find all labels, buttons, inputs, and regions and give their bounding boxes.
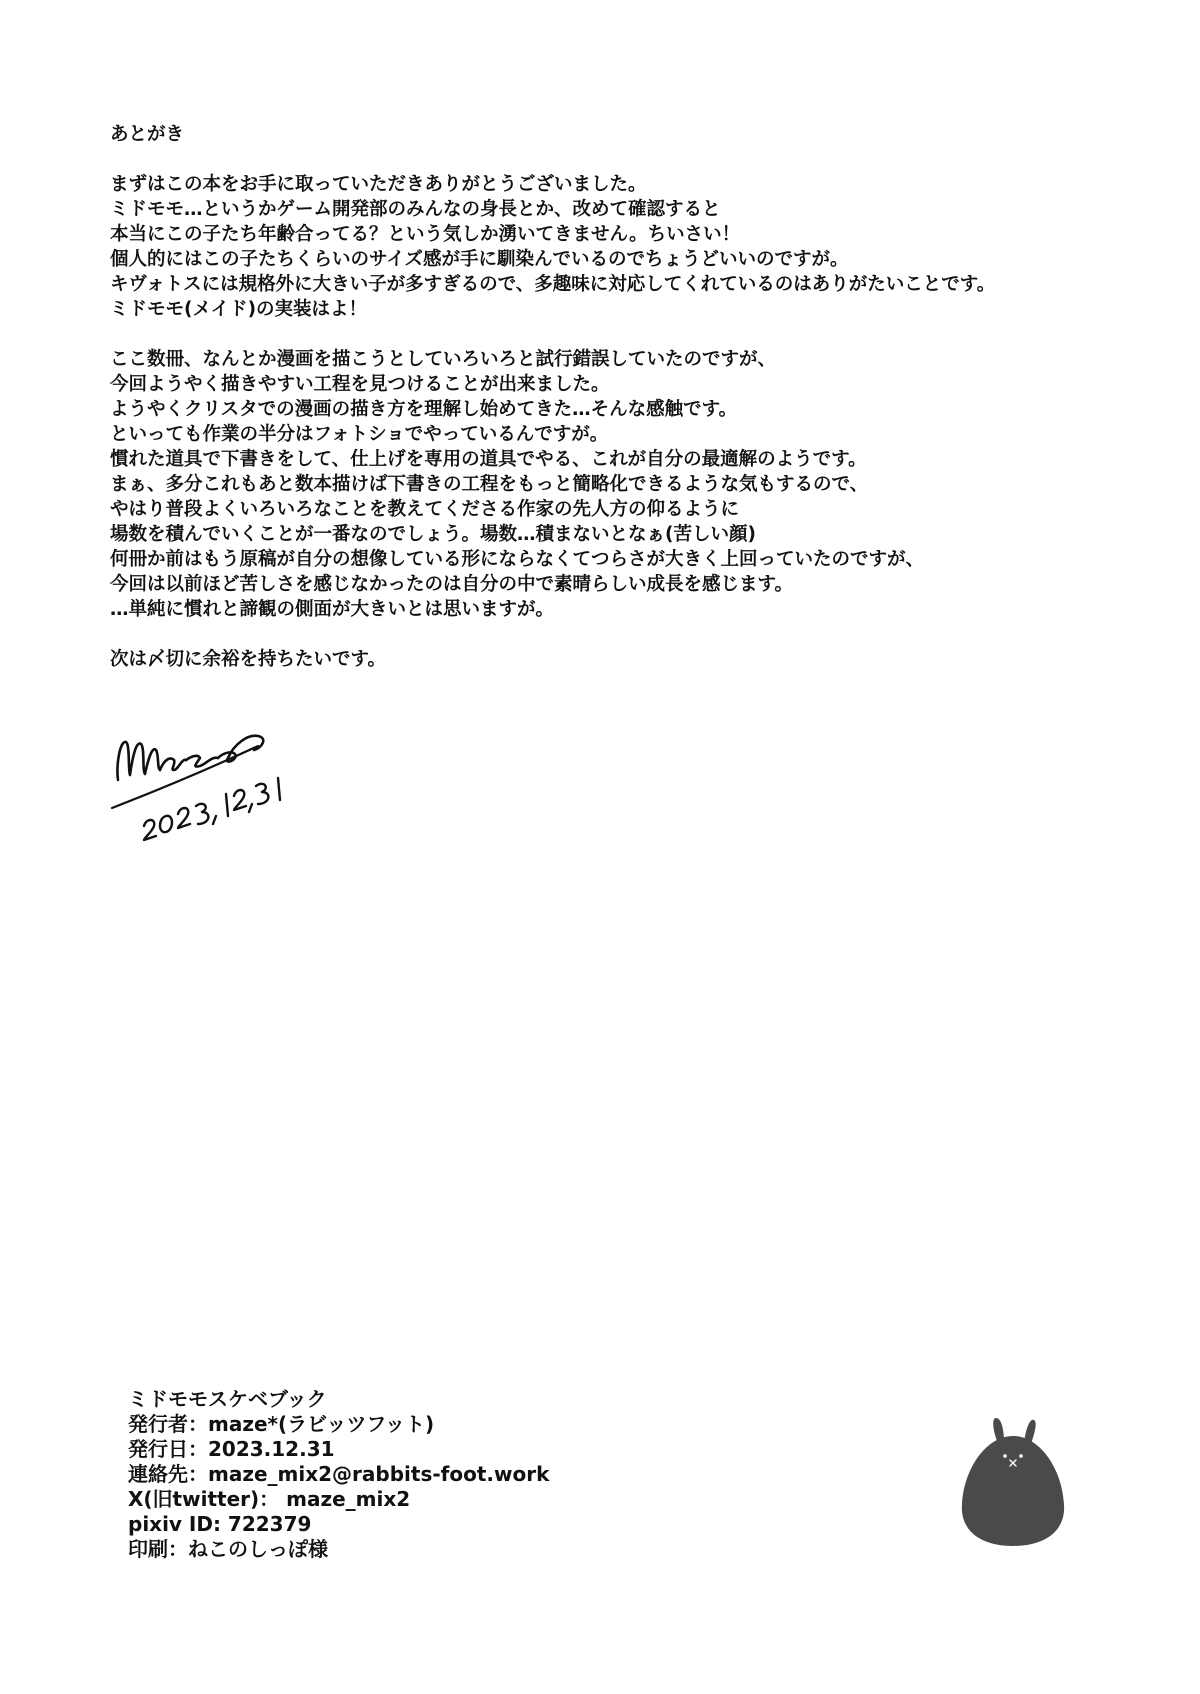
text-line: まずはこの本をお手に取っていただきありがとうございました。 [110,174,647,195]
handwritten-signature [108,730,288,860]
afterword-section [110,122,1110,697]
twitter-line: X(旧twitter)： maze_mix2 [128,1487,411,1511]
printer-line: 印刷：ねこのしっぽ様 [128,1537,328,1561]
text-line: まぁ、多分これもあと数本描けば下書きの工程をもっと簡略化できるような気もするので、 [110,474,869,495]
text-line: 個人的にはこの子たちくらいのサイズ感が手に馴染んでいるのでちょうどいいのですが。 [110,249,849,270]
text-line: 今回ようやく描きやすい工程を見つけることが出来ました。 [110,374,610,395]
pixiv-line: pixiv ID: 722379 [128,1512,312,1536]
text-line: …単純に慣れと諦観の側面が大きいとは思いますが。 [110,599,555,620]
text-line: 慣れた道具で下書きをして、仕上げを専用の道具でやる、これが自分の最適解のようです。 [110,449,867,470]
afterword-paragraph-2 [110,347,1110,622]
publisher-line: 発行者：maze*(ラビッツフット) [128,1412,435,1436]
text-line: 今回は以前ほど苦しさを感じなかったのは自分の中で素晴らしい成長を感じます。 [110,574,794,595]
colophon [128,1387,549,1562]
text-line: ミドモモ(メイド)の実装はよ！ [110,299,368,320]
text-line: といっても作業の半分はフォトショでやっているんですが。 [110,424,609,445]
text-line: 次は〆切に余裕を持ちたいです。 [110,649,387,670]
afterword-paragraph-1 [110,172,1110,322]
text-line: キヴォトスには規格外に大きい子が多すぎるので、多趣味に対応してくれているのはありがたいことです。 [110,274,996,295]
contact-line: 連絡先：maze_mix2@rabbits-foot.work [128,1462,550,1486]
book-title: ミドモモスケベブック [128,1387,327,1411]
afterword-heading: あとがき [110,124,185,145]
text-line: ここ数冊、なんとか漫画を描こうとしていろいろと試行錯誤していたのですが、 [110,349,777,370]
text-line: 本当にこの子たち年齢合ってる？という気しか湧いてきません。ちいさい！ [110,224,741,245]
rabbit-blob-icon [958,1414,1068,1549]
text-line: 何冊か前はもう原稿が自分の想像している形にならなくてつらさが大きく上回っていたのですが、 [110,549,925,570]
text-line: ようやくクリスタでの漫画の描き方を理解し始めてきた…そんな感触です。 [110,399,738,420]
afterword-paragraph-3 [110,647,1110,672]
text-line: ミドモモ…というかゲーム開発部のみんなの身長とか、改めて確認すると [110,199,721,220]
text-line: 場数を積んでいくことが一番なのでしょう。場数…積まないとなぁ(苦しい顔) [110,524,756,545]
issue-date-line: 発行日：2023.12.31 [128,1437,335,1461]
text-line: やはり普段よくいろいろなことを教えてくださる作家の先人方の仰るように [110,499,740,520]
